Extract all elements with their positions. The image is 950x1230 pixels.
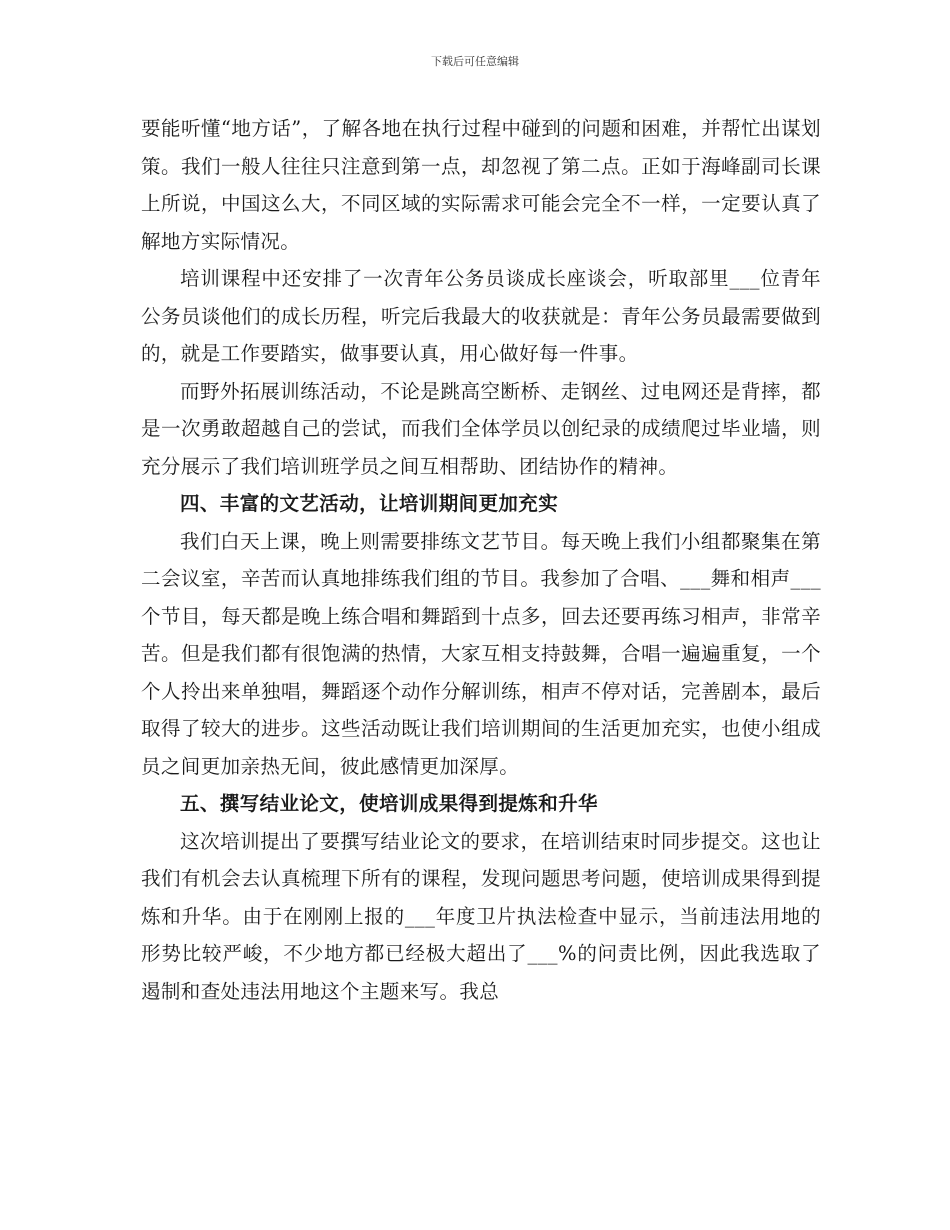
paragraph-outdoor-training: 而野外拓展训练活动，不论是跳高空断桥、走钢丝、过电网还是背摔，都是一次勇敢超越自己的尝试，而我们全体学员以创纪录的成绩爬过毕业墙，则充分展示了我们培训班学员之间互相帮助、团结协作的精神。 bbox=[141, 379, 821, 478]
paragraph-youth-forum: 培训课程中还安排了一次青年公务员谈成长座谈会，听取部里___位青年公务员谈他们的成长历程，听完后我最大的收获就是：青年公务员最需要做到的，就是工作要踏实，做事要认真，用心做好每一件事。 bbox=[141, 267, 821, 365]
paragraph-art-activities: 我们白天上课，晚上则需要排练文艺节目。每天晚上我们小组都聚集在第二会议室，辛苦而认真地排练我们组的节目。我参加了合唱、___舞和相声___个节目，每天都是晚上练合唱和舞蹈到十点多，回去还要再练习相声，非常辛苦。但是我们都有很饱满的热情，大家互相支持鼓舞，合唱一遍遍重复，一个个人拎出来单独唱，舞蹈逐个动作分解训练，相声不停对话，完善剧本，最后取得了较大的进步。这些活动既让我们培训期间的生活更加充实，也使小组成员之间更加亲热无间，彼此感情更加深厚。 bbox=[141, 529, 821, 778]
section-heading-5: 五、撰写结业论文，使培训成果得到提炼和升华 bbox=[180, 792, 598, 815]
paragraph-continuation: 要能听懂“地方话”，了解各地在执行过程中碰到的问题和困难，并帮忙出谋划策。我们一般人往往只注意到第一点，却忽视了第二点。正如于海峰副司长课上所说，中国这么大，不同区域的实际需求可能会完全不一样，一定要认真了解地方实际情况。 bbox=[141, 117, 821, 253]
section-heading-4: 四、丰富的文艺活动，让培训期间更加充实 bbox=[180, 492, 559, 515]
document-body bbox=[141, 110, 821, 1010]
paragraph-thesis: 这次培训提出了要撰写结业论文的要求，在培训结束时同步提交。这也让我们有机会去认真梳理下所有的课程，发现问题思考问题，使培训成果得到提炼和升华。由于在刚刚上报的___年度卫片执法检查中显示，当前违法用地的形势比较严峻，不少地方都已经极大超出了___%的问责比例，因此我选取了遏制和查处违法用地这个主题来写。我总 bbox=[141, 829, 821, 1003]
page-header: 下载后可任意编辑 bbox=[431, 55, 519, 68]
